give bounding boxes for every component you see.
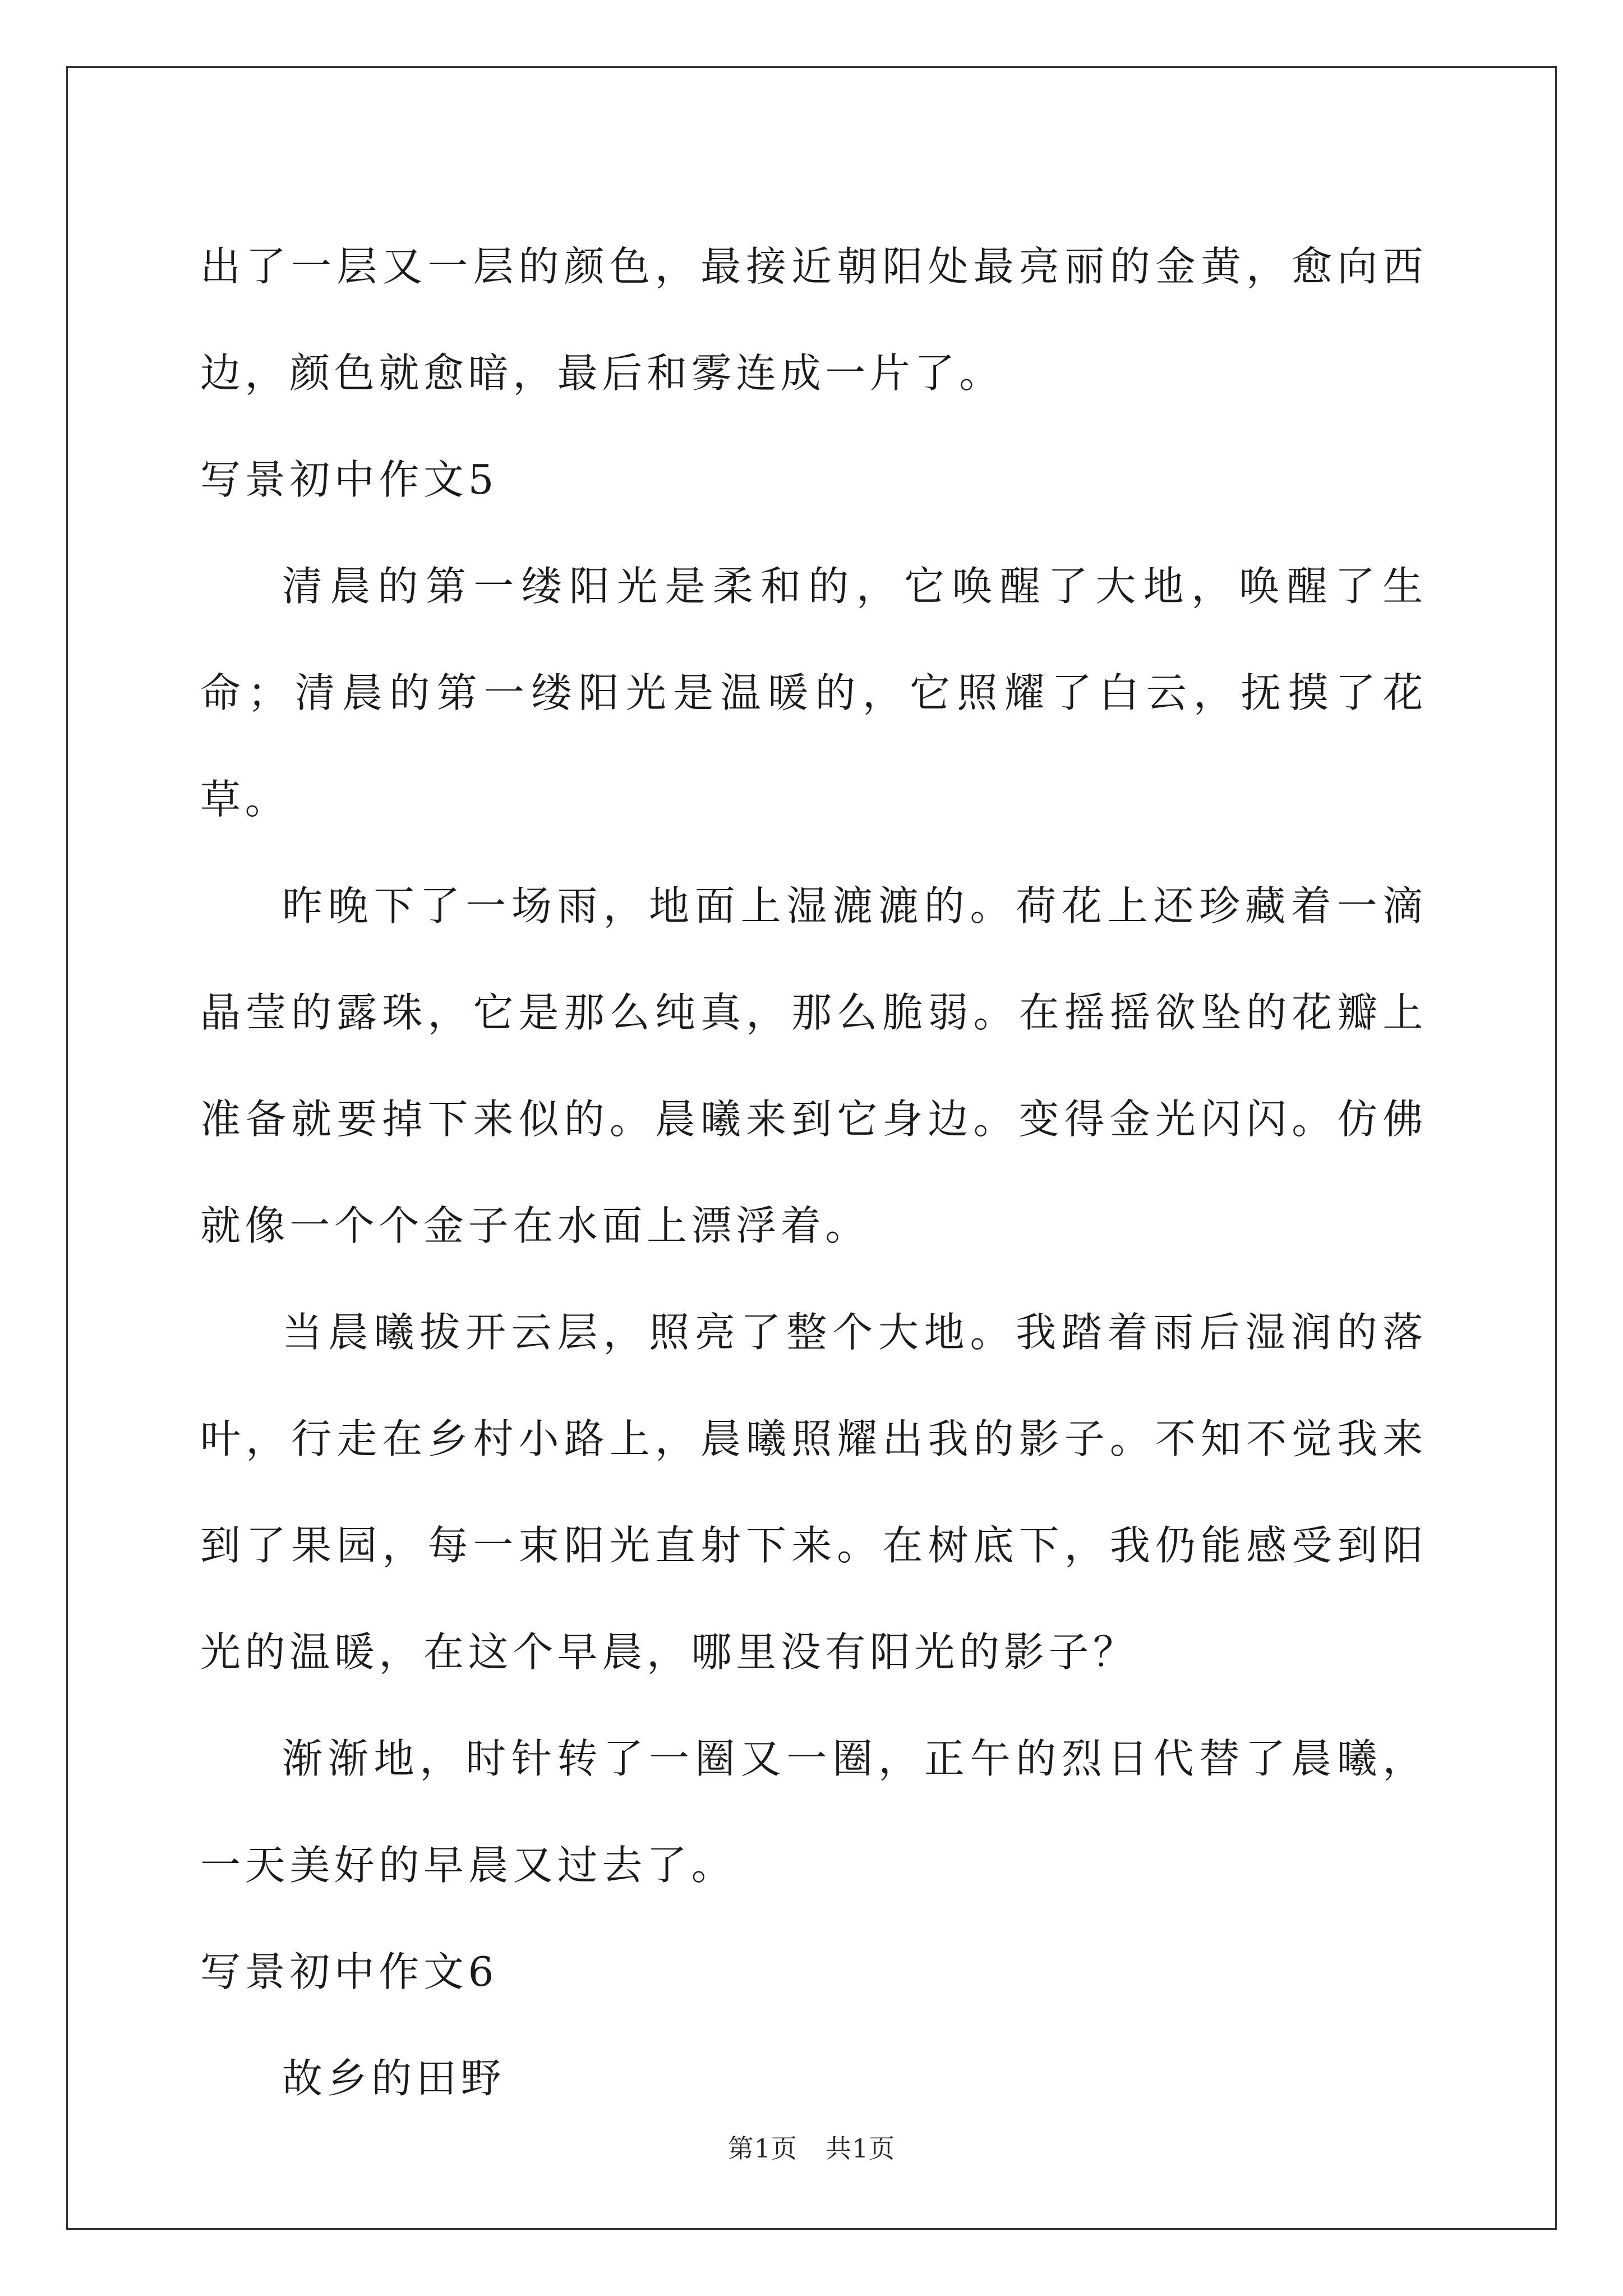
paragraph: 昨晚下了一场雨，地面上湿漉漉的。荷花上还珍藏着一滴晶莹的露珠，它是那么纯真，那么脆弱。在摇摇欲坠的花瓣上准备就要掉下来似的。晨曦来到它身边。变得金光闪闪。仿佛就像一个个金子在水面上漂浮着。	[200, 882, 1427, 1249]
page-number: 第1页	[727, 2133, 797, 2164]
paragraph: 当晨曦拔开云层，照亮了整个大地。我踏着雨后湿润的落叶，行走在乡村小路上，晨曦照耀出我的影子。不知不觉我来到了果园，每一束阳光直射下来。在树底下，我仍能感受到阳光的温暖，在这个早晨，哪里没有阳光的影子？	[200, 1309, 1427, 1676]
section-heading: 写景初中作文5	[200, 456, 499, 503]
page-total: 共1页	[826, 2133, 896, 2164]
paragraph: 渐渐地，时针转了一圈又一圈，正午的烈日代替了晨曦，一天美好的早晨又过去了。	[200, 1735, 1427, 1889]
document-body	[200, 213, 1427, 2132]
paragraph: 清晨的第一缕阳光是柔和的，它唤醒了大地，唤醒了生命；清晨的第一缕阳光是温暖的，它照耀了白云，抚摸了花草。	[200, 563, 1427, 823]
essay-title: 故乡的田野	[282, 2055, 506, 2102]
page-footer	[0, 2132, 1623, 2165]
paragraph: 出了一层又一层的颜色，最接近朝阳处最亮丽的金黄，愈向西边，颜色就愈暗，最后和雾连成一片了。	[200, 243, 1427, 397]
section-heading: 写景初中作文6	[200, 1948, 499, 1995]
